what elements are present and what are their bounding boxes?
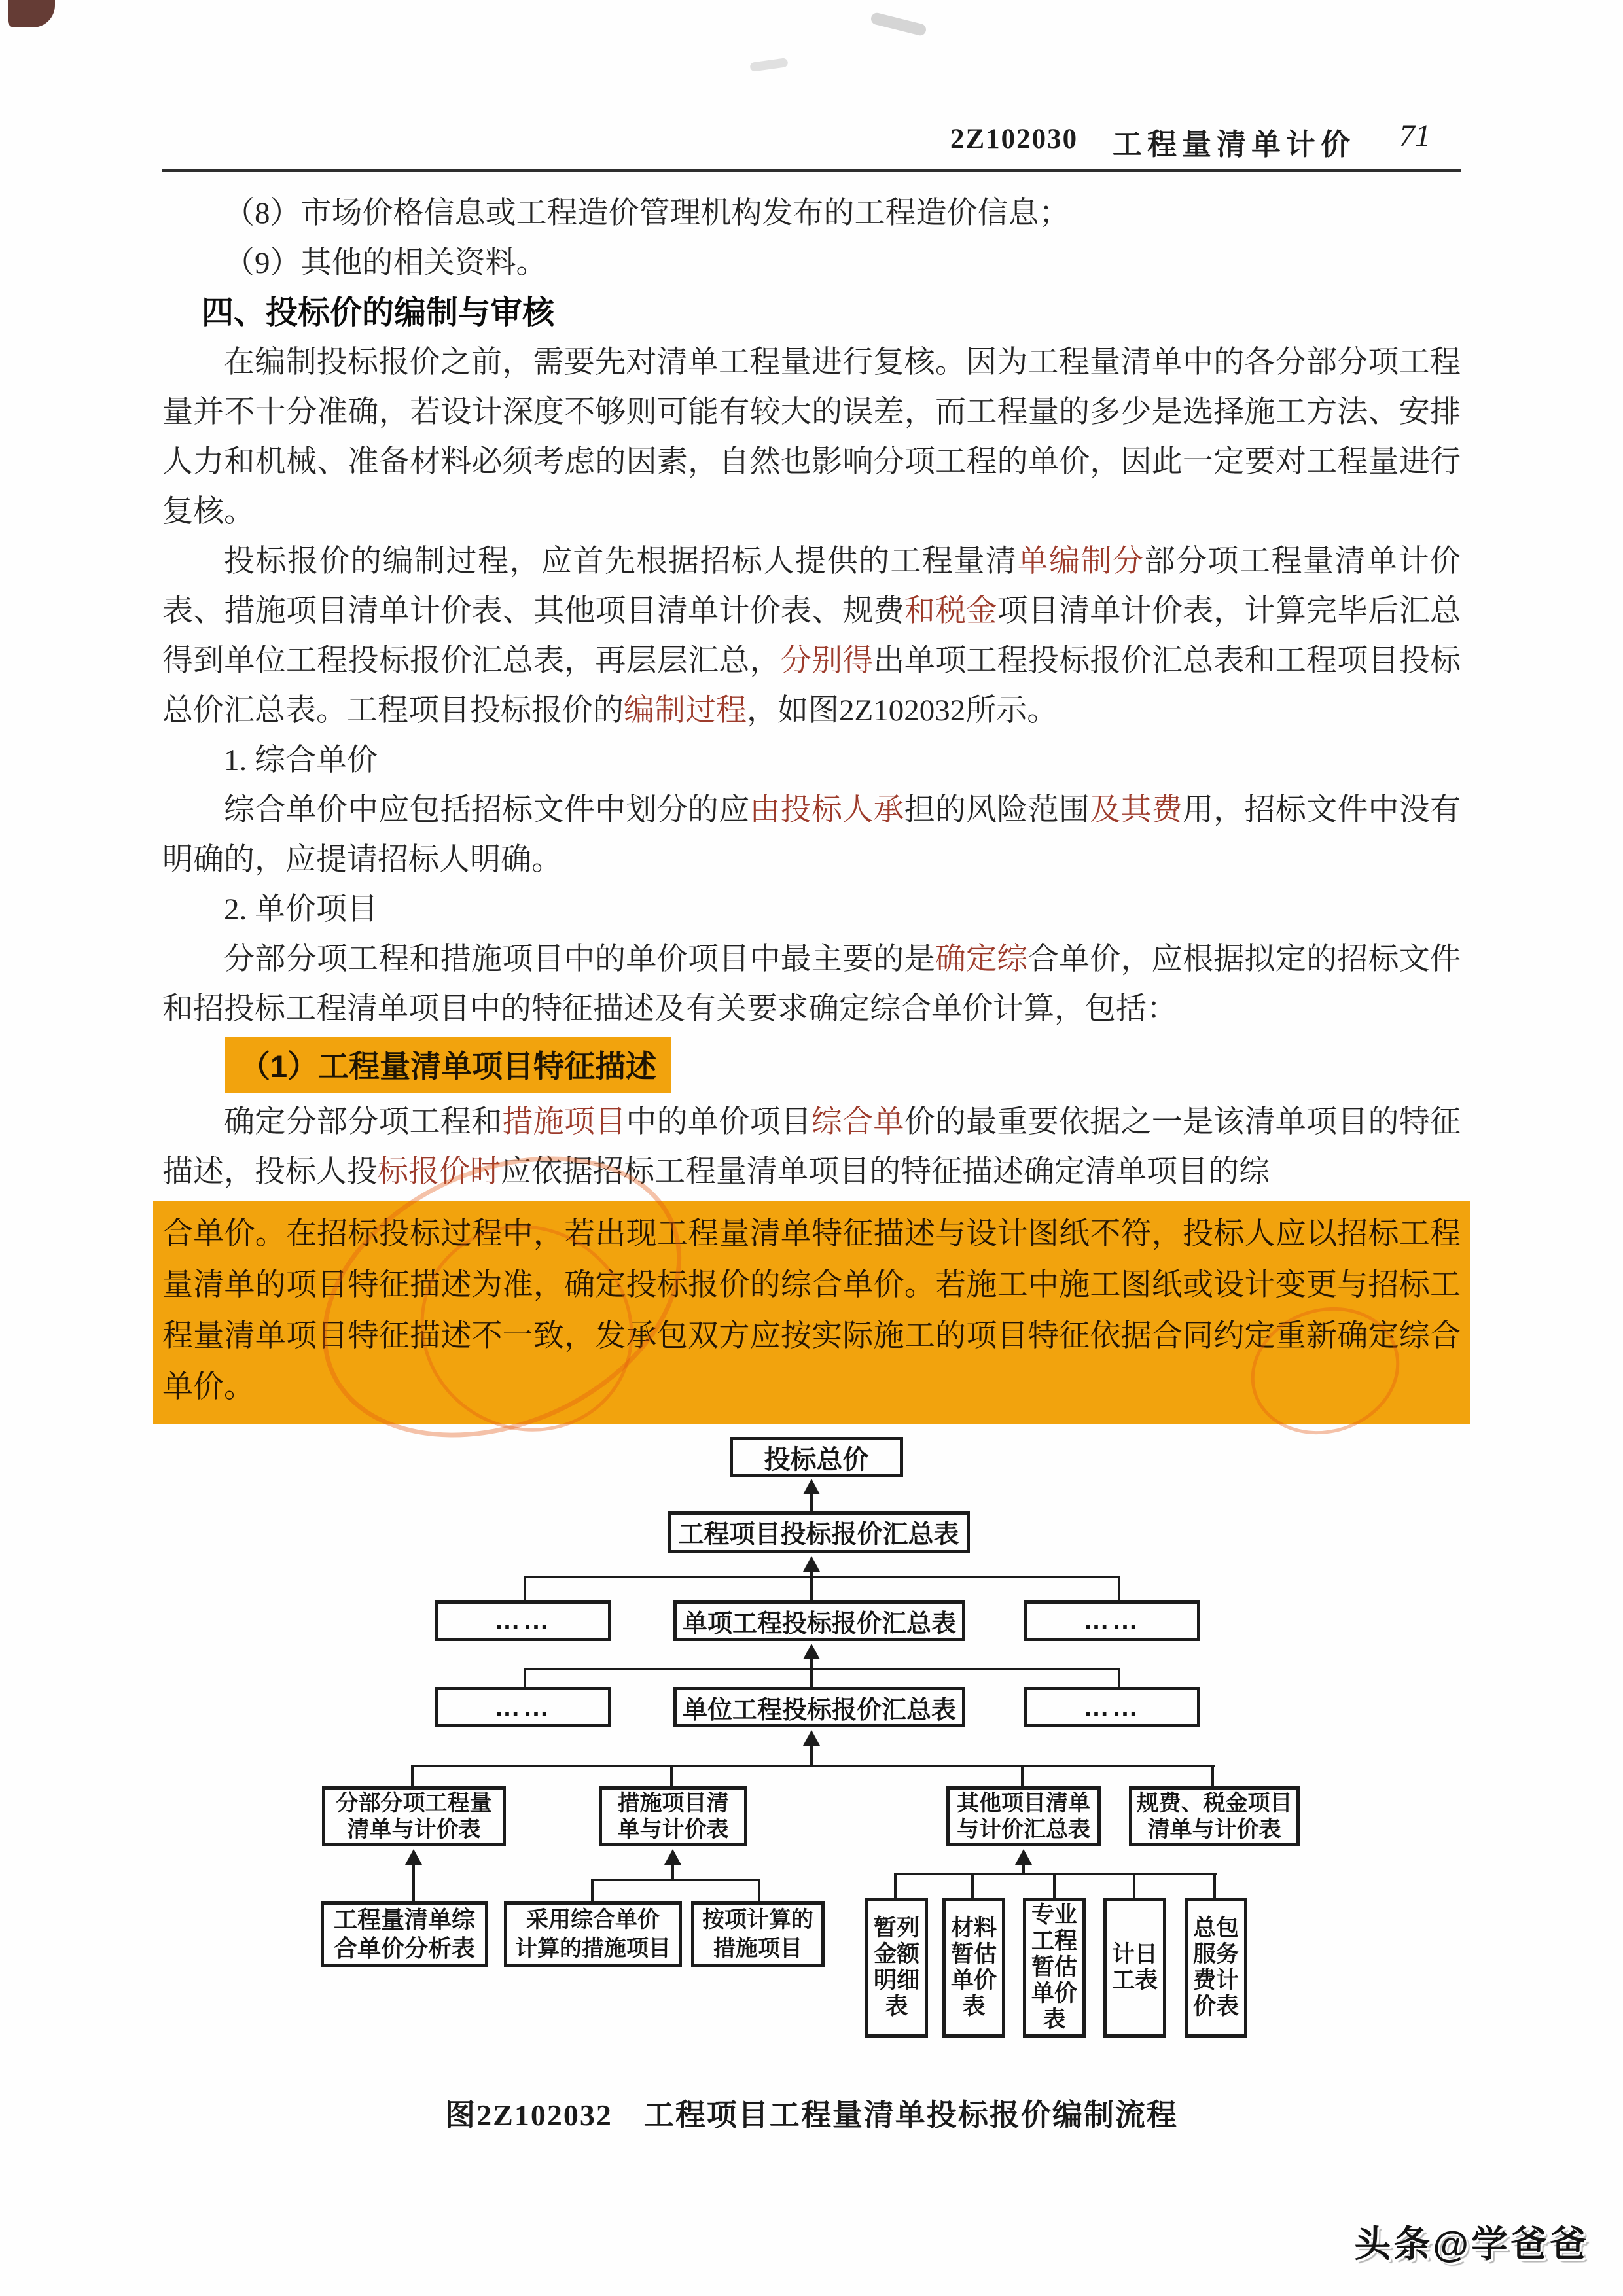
connector-line <box>1213 1873 1216 1898</box>
arrow-up-icon <box>405 1849 422 1865</box>
text-segment: 2. 单价项目 <box>224 892 378 927</box>
header-section-title: 工程量清单计价 <box>1113 128 1356 161</box>
text-segment: 出单项工程投标报价汇总表和工程项目投标总价汇总表。工程项目投标报价的 <box>162 644 1461 728</box>
arrow-up-icon <box>664 1849 681 1865</box>
red-text-segment: 确定综 <box>935 942 1028 976</box>
flow-node-fbfx: 分部分项工程量 清单与计价表 <box>322 1786 506 1846</box>
connector-line <box>525 1668 1120 1670</box>
red-text-segment: 分别得 <box>780 644 874 678</box>
flow-node-project-summary: 工程项目投标报价汇总表 <box>668 1511 970 1553</box>
flow-node-zongbao: 总包服务费计价表 <box>1185 1898 1247 2038</box>
flow-node-dots-right2: …… <box>1024 1687 1200 1727</box>
text-segment: （8）市场价格信息或工程造价管理机构发布的工程造价信息； <box>224 196 1070 230</box>
red-text-segment: 由投标人承 <box>749 793 904 827</box>
connector-line <box>671 1863 674 1880</box>
connector-line <box>895 1873 1217 1875</box>
scan-artifact-corner <box>8 0 55 27</box>
paragraph <box>162 785 1461 885</box>
flow-node-fenxi: 工程量清单综 合单价分析表 <box>321 1901 488 1967</box>
flow-node-anxiang: 按项计算的 措施项目 <box>691 1901 825 1967</box>
text-segment: 四、投标价的编制与审核 <box>202 295 555 330</box>
flow-node-cuoshi: 措施项目清 单与计价表 <box>599 1786 747 1846</box>
flow-node-jiri: 计日工表 <box>1103 1898 1166 2038</box>
paragraph <box>162 934 1461 1034</box>
text-segment: 综合单价中应包括招标文件中划分的应 <box>224 793 750 827</box>
text-segment: 1. 综合单价 <box>224 743 378 777</box>
connector-line <box>810 1658 813 1687</box>
text-segment: 担的风险范围 <box>904 793 1090 827</box>
flow-node-single-summary: 单项工程投标报价汇总表 <box>673 1600 965 1641</box>
arrow-up-icon <box>803 1479 820 1494</box>
text-segment: 投标报价的编制过程，应首先根据招标人提供的工程量清 <box>224 544 1018 578</box>
arrow-up-icon <box>803 1730 820 1746</box>
scan-artifact-smudge <box>870 12 927 37</box>
paragraph <box>162 238 1461 288</box>
connector-line <box>1021 1765 1024 1786</box>
red-text-segment: 措施项目 <box>502 1105 626 1139</box>
text-segment: 应依据招标工程量清单项目的特征描述确定清单项目的综 <box>501 1155 1270 1189</box>
scan-artifact-smudge <box>749 58 788 72</box>
red-text-segment: 编制过程 <box>624 694 747 728</box>
header-course-code: 2Z102030 <box>950 124 1079 154</box>
connector-line <box>591 1879 594 1901</box>
text-segment: （9）其他的相关资料。 <box>224 246 547 280</box>
header-page-number: 71 <box>1399 118 1431 153</box>
flow-node-unit-summary: 单位工程投标报价汇总表 <box>673 1687 965 1727</box>
connector-line <box>1118 1668 1120 1687</box>
text-segment: 分部分项工程和措施项目中的单价项目中最主要的是 <box>224 942 935 976</box>
red-text-segment: 和税金 <box>904 594 997 628</box>
text-segment: 确定分部分项工程和 <box>224 1105 503 1139</box>
text-segment: 项目清单计价表，计算完毕后汇总得到单位工程投标报价汇总表，再层层汇总， <box>162 594 1461 678</box>
connector-line <box>592 1879 760 1881</box>
flow-node-dots-left: …… <box>435 1600 611 1641</box>
red-text-segment: 单编制分 <box>1017 544 1145 578</box>
text-segment: ，如图2Z102032所示。 <box>747 694 1058 728</box>
text-segment: 合单价，应根据拟定的招标文件和招投标工程清单项目中的特征描述及有关要求确定综合单价计算，包括： <box>162 942 1461 1026</box>
flow-node-qita: 其他项目清单 与计价汇总表 <box>946 1786 1101 1846</box>
connector-line <box>1053 1873 1056 1898</box>
paragraph <box>162 537 1461 735</box>
flow-node-zonghe: 采用综合单价 计算的措施项目 <box>504 1901 682 1967</box>
highlighted-paragraph <box>153 1201 1470 1424</box>
arrow-up-icon <box>803 1644 820 1659</box>
connector-line <box>1211 1765 1214 1786</box>
arrow-up-icon <box>803 1556 820 1572</box>
text-column <box>162 188 1461 1424</box>
sub-heading <box>162 885 1461 934</box>
red-text-segment: 及其费 <box>1090 793 1183 827</box>
flow-node-guifei: 规费、税金项目 清单与计价表 <box>1129 1786 1300 1846</box>
connector-line <box>758 1879 760 1901</box>
red-text-segment: 标报价时 <box>378 1155 501 1189</box>
text-segment: 部分项工程量清单计价表、措施项目清单计价表、其他项目清单计价表、规费 <box>162 544 1461 628</box>
connector-line <box>525 1576 1120 1578</box>
connector-line <box>670 1765 673 1786</box>
flow-node-bid-total: 投标总价 <box>730 1437 903 1477</box>
flow-node-dots-right: …… <box>1024 1600 1200 1641</box>
flow-node-cailiao: 材料暂估单价表 <box>942 1898 1005 2038</box>
connector-line <box>810 1744 813 1765</box>
section-heading <box>162 288 1461 338</box>
paragraph <box>162 338 1461 537</box>
paragraph <box>162 188 1461 238</box>
connector-line <box>894 1873 897 1898</box>
connector-line <box>810 1570 813 1600</box>
text-segment: 中的单价项目 <box>626 1105 812 1139</box>
text-segment: 价的最重要依据之一是该清单项目的特征描述，投标人投 <box>162 1105 1461 1189</box>
flow-node-zanlie: 暂列金额明细表 <box>865 1898 928 2038</box>
header-rule <box>162 169 1461 172</box>
sub-heading <box>162 735 1461 785</box>
paragraph <box>162 1097 1461 1197</box>
connector-line <box>411 1765 414 1786</box>
connector-line <box>524 1668 526 1687</box>
connector-line <box>1133 1873 1135 1898</box>
figure-caption: 图2Z102032 工程项目工程量清单投标报价编制流程 <box>445 2098 1178 2132</box>
connector-line <box>412 1863 415 1901</box>
connector-line <box>810 1493 813 1511</box>
flow-node-dots-left2: …… <box>435 1687 611 1727</box>
text-segment: 在编制投标报价之前，需要先对清单工程量进行复核。因为工程量清单中的各分部分项工程量并不十分准确，若设计深度不够则可能有较大的误差，而工程量的多少是选择施工方法、安排人力和机械、准备材料必须考虑的因素，自然也影响分项工程的单价，因此一定要对工程量进行复核。 <box>162 345 1461 529</box>
flow-node-zhuanye: 专业工程暂估单价表 <box>1023 1898 1086 2038</box>
connector-line <box>412 1765 1215 1767</box>
arrow-up-icon <box>1015 1849 1032 1865</box>
text-segment: 合单价。在招标投标过程中，若出现工程量清单特征描述与设计图纸不符，投标人应以招标工程量清单的项目特征描述为准，确定投标报价的综合单价。若施工中施工图纸或设计变更与招标工程量清单项目特征描述不一致，发承包双方应按实际施工的项目特征依据合同约定重新确定综合单价。 <box>162 1217 1461 1404</box>
connector-line <box>524 1576 526 1600</box>
connector-line <box>1118 1576 1120 1600</box>
red-text-segment: 综合单 <box>811 1105 904 1139</box>
text-segment: （1）工程量清单项目特征描述 <box>225 1037 671 1093</box>
text-segment: 用，招标文件中没有明确的，应提请招标人明确。 <box>162 793 1461 877</box>
connector-line <box>971 1873 974 1898</box>
site-watermark: 头条@学爸爸 <box>1354 2223 1589 2265</box>
highlighted-heading <box>162 1042 1461 1092</box>
